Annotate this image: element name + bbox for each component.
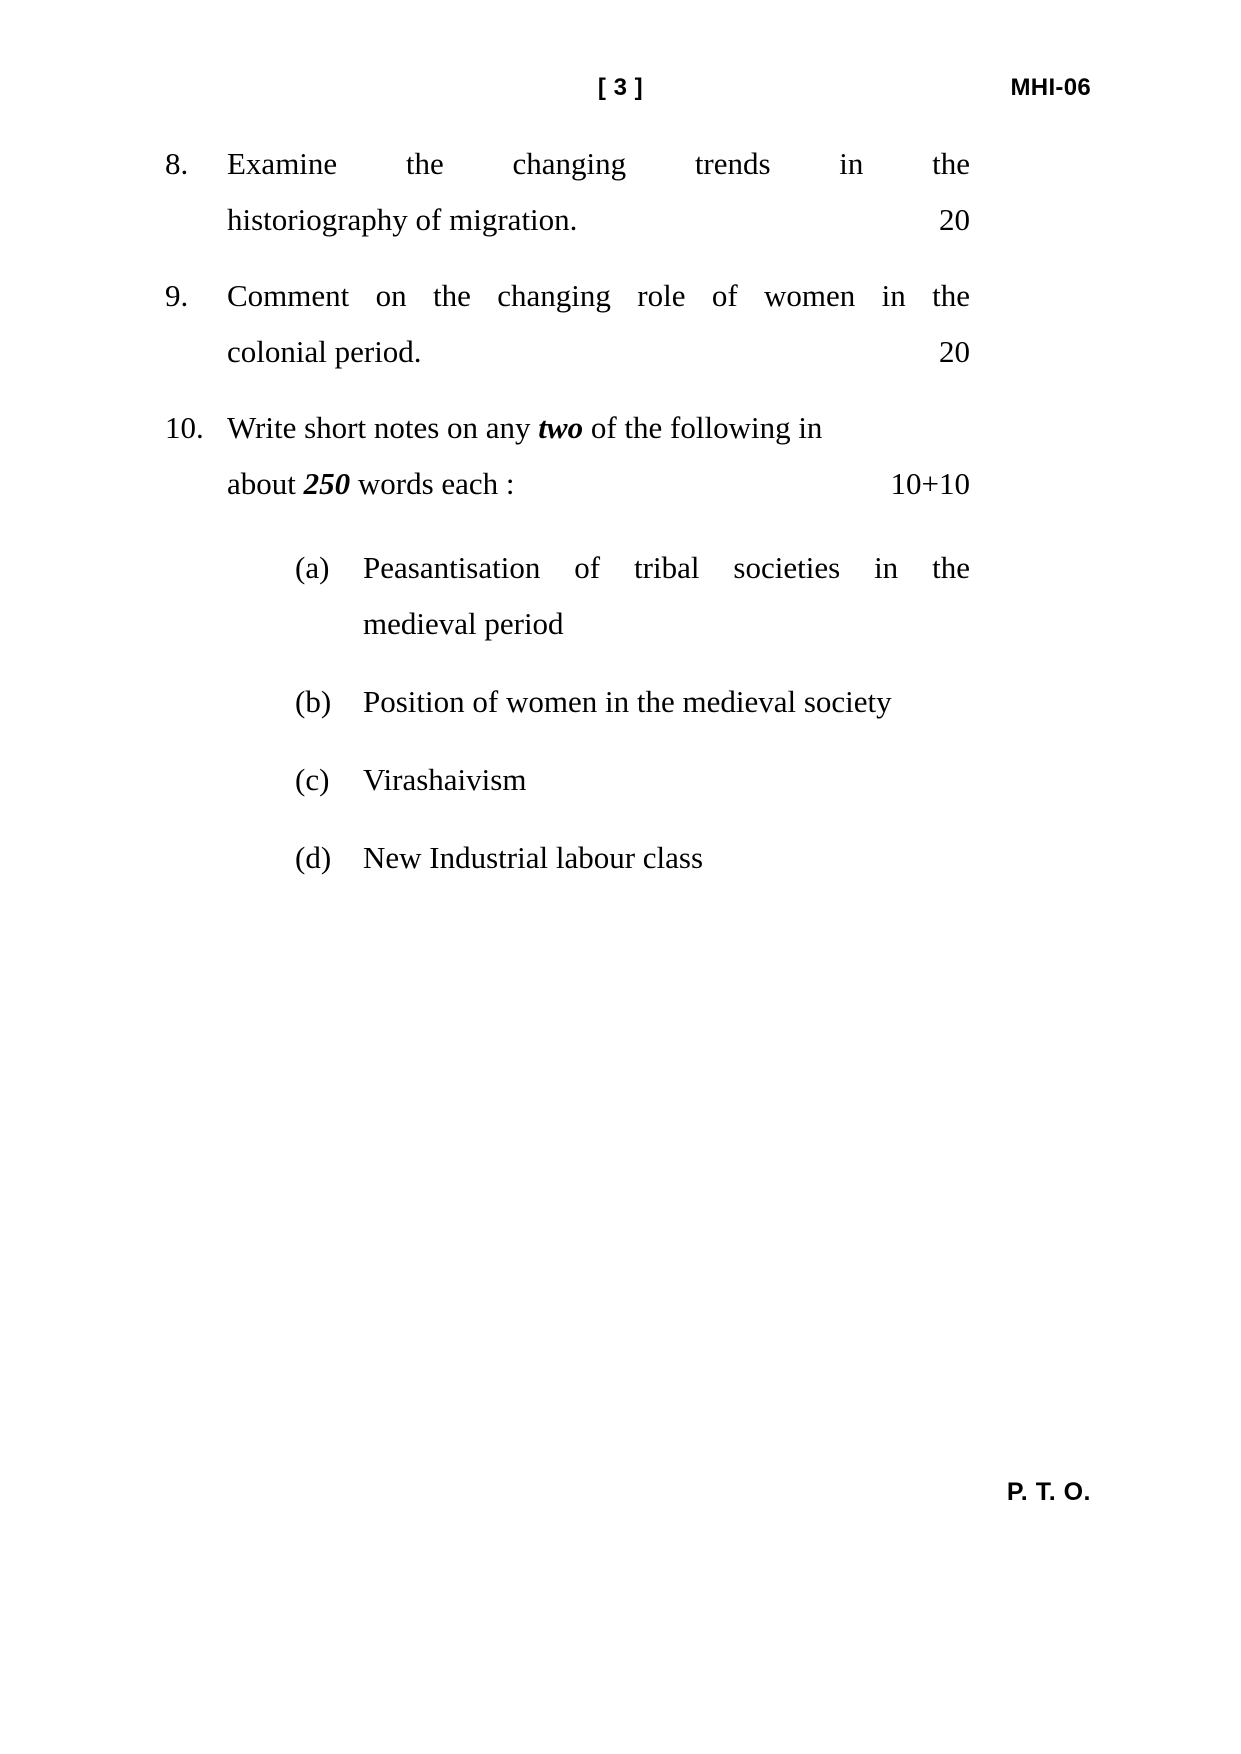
page-footer [150,1478,1091,1507]
question-10-line-1-part-2: of the following in [583,410,823,445]
question-10-line-2-row [227,456,970,512]
question-9-marks: 20 [939,334,970,369]
subitem-d-body [363,830,970,886]
question-10-emphasis-250: 250 [303,466,351,501]
subitem-a-body [363,540,970,652]
question-10-subitem-b [295,674,970,730]
subitem-a-line-1: Peasantisation of tribal societies in the [363,550,970,585]
subitem-c-body [363,752,970,808]
question-number-9: 9. [165,278,189,313]
question-10-subitem-d [295,830,970,886]
subitem-a-label: (a) [295,550,330,585]
question-body-10 [227,400,970,908]
subitem-b-line-1: Position of women in the medieval society [363,684,892,719]
question-10-subitem-list [295,540,970,886]
question-9-line-2-row [227,324,970,380]
question-8-line-1: Examine the changing trends in the [227,146,970,181]
question-8-line-2: historiography of migration. [227,202,578,237]
question-body-9 [227,268,970,380]
course-code-label: MHI-06 [1010,74,1091,101]
question-item-8 [165,136,970,248]
question-10-line-1-part-1: Write short notes on any [227,410,539,445]
question-10-marks: 10+10 [890,466,970,501]
subitem-b-body [363,674,970,730]
page-number-marker: [ 3 ] [597,74,644,101]
page-header [150,74,1091,108]
question-10-line-1 [227,400,970,456]
question-8-line-2-row [227,192,970,248]
subitem-c-line-1: Virashaivism [363,762,527,797]
subitem-a-line-2: medieval period [363,606,564,641]
subitem-d-line-1: New Industrial labour class [363,840,704,875]
question-10-subitem-a [295,540,970,652]
question-item-10 [165,400,970,908]
question-10-line-2-part-1: about [227,466,304,501]
subitem-c-label: (c) [295,762,330,797]
pto-label: P. T. O. [1006,1478,1091,1506]
question-item-9 [165,268,970,380]
question-10-subitem-c [295,752,970,808]
question-number-8: 8. [165,146,189,181]
question-10-line-2-part-2: words each : [350,466,515,501]
question-9-line-2: colonial period. [227,334,422,369]
question-9-line-1: Comment on the changing role of women in the [227,278,970,313]
subitem-b-label: (b) [295,684,332,719]
question-list [165,136,970,928]
question-body-8 [227,136,970,248]
subitem-d-label: (d) [295,840,332,875]
question-10-emphasis-two: two [538,410,584,445]
question-8-marks: 20 [939,202,970,237]
question-number-10: 10. [165,410,204,445]
